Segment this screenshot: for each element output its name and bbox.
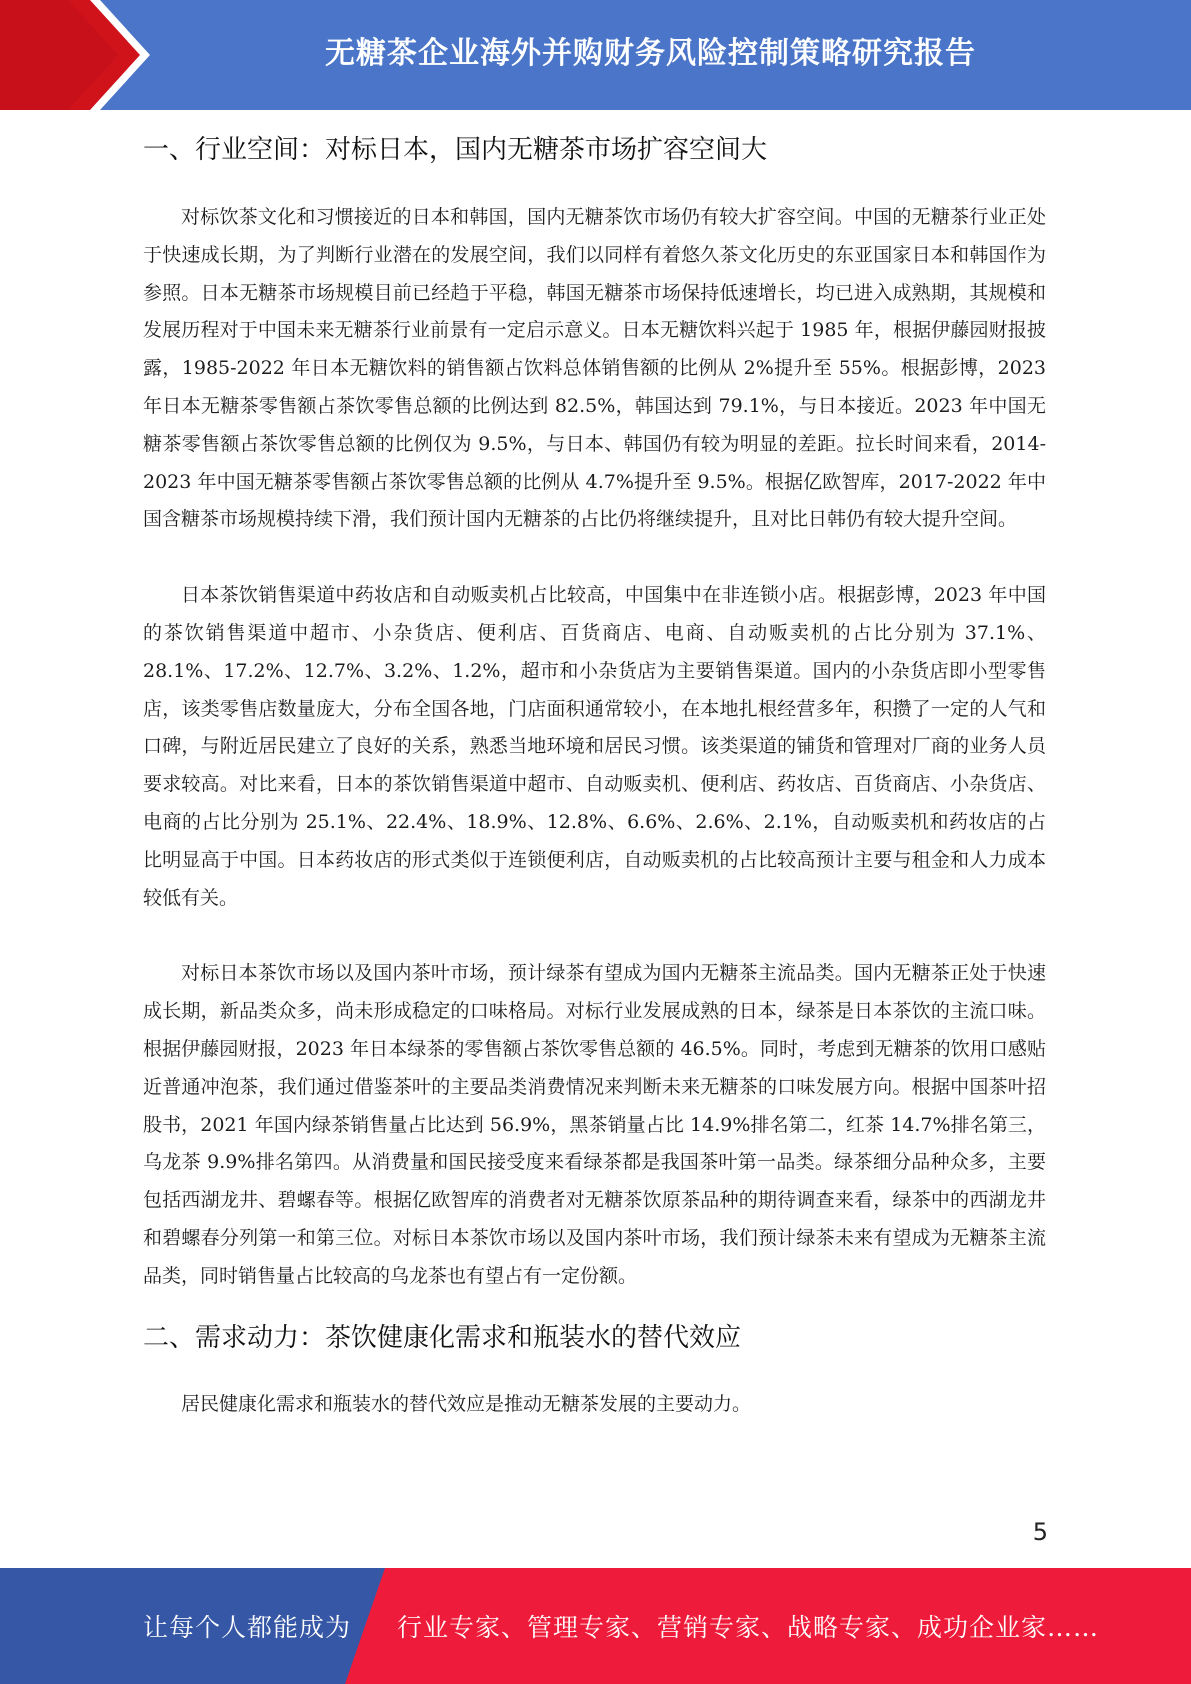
page-footer xyxy=(0,1568,1191,1684)
report-title: 无糖茶企业海外并购财务风险控制策略研究报告 xyxy=(325,36,976,71)
header-arrow-decoration xyxy=(0,0,160,110)
paragraph: 对标饮茶文化和习惯接近的日本和韩国，国内无糖茶饮市场仍有较大扩容空间。中国的无糖茶行业正处于快速成长期，为了判断行业潜在的发展空间，我们以同样有着悠久茶文化历史的东亚国家日本和韩国作为参照。日本无糖茶市场规模目前已经趋于平稳，韩国无糖茶市场保持低速增长，均已进入成熟期，其规模和发展历程对于中国未来无糖茶行业前景有一定启示意义。日本无糖饮料兴起于 1985 年，根据伊藤园财报披露，1985-2022 年日本无糖饮料的销售额占饮料总体销售额的比例从 2%提升至 55%。根据彭博，2023 年日本无糖茶零售额占茶饮零售总额的比例达到 82.5%，韩国达到 79.1%，与日本接近。2023 年中国无糖茶零售额占茶饮零售总额的比例仅为 9.5%，与日本、韩国仍有较为明显的差距。拉长时间来看，2014-2023 年中国无糖茶零售额占茶饮零售总额的比例从 4.7%提升至 9.5%。根据亿欧智库，2017-2022 年中国含糖茶市场规模持续下滑，我们预计国内无糖茶的占比仍将继续提升，且对比日韩仍有较大提升空间。 xyxy=(143,206,1046,531)
section-heading-demand-drivers: 二、需求动力：茶饮健康化需求和瓶装水的替代效应 xyxy=(143,1322,742,1353)
paragraph: 对标日本茶饮市场以及国内茶叶市场，预计绿茶有望成为国内无糖茶主流品类。国内无糖茶正处于快速成长期，新品类众多，尚未形成稳定的口味格局。对标行业发展成熟的日本，绿茶是日本茶饮的主流口味。根据伊藤园财报，2023 年日本绿茶的零售额占茶饮零售总额的 46.5%。同时，考虑到无糖茶的饮用口感贴近普通冲泡茶，我们通过借鉴茶叶的主要品类消费情况来判断未来无糖茶的口味发展方向。根据中国茶叶招股书，2021 年国内绿茶销售量占比达到 56.9%，黑茶销量占比 14.9%排名第二，红茶 14.7%排名第三，乌龙茶 9.9%排名第四。从消费量和国民接受度来看绿茶都是我国茶叶第一品类。绿茶细分品种众多，主要包括西湖龙井、碧螺春等。根据亿欧智库的消费者对无糖茶饮原茶品种的期待调查来看，绿茶中的西湖龙井和碧螺春分列第一和第三位。对标日本茶饮市场以及国内茶叶市场，我们预计绿茶未来有望成为无糖茶主流品类，同时销售量占比较高的乌龙茶也有望占有一定份额。 xyxy=(143,962,1046,1287)
page-number: 5 xyxy=(1032,1518,1048,1546)
paragraph: 居民健康化需求和瓶装水的替代效应是推动无糖茶发展的主要动力。 xyxy=(181,1392,752,1415)
footer-slogan-left: 让每个人都能成为 xyxy=(143,1613,352,1642)
paragraph: 日本茶饮销售渠道中药妆店和自动贩卖机占比较高，中国集中在非连锁小店。根据彭博，2023 年中国的茶饮销售渠道中超市、小杂货店、便利店、百货商店、电商、自动贩卖机的占比分别为 37.1%、28.1%、17.2%、12.7%、3.2%、1.2%，超市和小杂货店为主要销售渠道。国内的小杂货店即小型零售店，该类零售店数量庞大，分布全国各地，门店面积通常较小，在本地扎根经营多年，积攒了一定的人气和口碑，与附近居民建立了良好的关系，熟悉当地环境和居民习惯。该类渠道的铺货和管理对厂商的业务人员要求较高。对比来看，日本的茶饮销售渠道中超市、自动贩卖机、便利店、药妆店、百货商店、小杂货店、电商的占比分别为 25.1%、22.4%、18.9%、12.8%、6.6%、2.6%、2.1%，自动贩卖机和药妆店的占比明显高于中国。日本药妆店的形式类似于连锁便利店，自动贩卖机的占比较高预计主要与租金和人力成本较低有关。 xyxy=(143,584,1046,909)
footer-slogan-right: 行业专家、管理专家、营销专家、战略专家、成功企业家…… xyxy=(397,1613,1100,1642)
page-header xyxy=(0,0,1191,110)
section-heading-industry-space: 一、行业空间：对标日本，国内无糖茶市场扩容空间大 xyxy=(143,135,768,165)
main-content xyxy=(143,122,1046,1423)
